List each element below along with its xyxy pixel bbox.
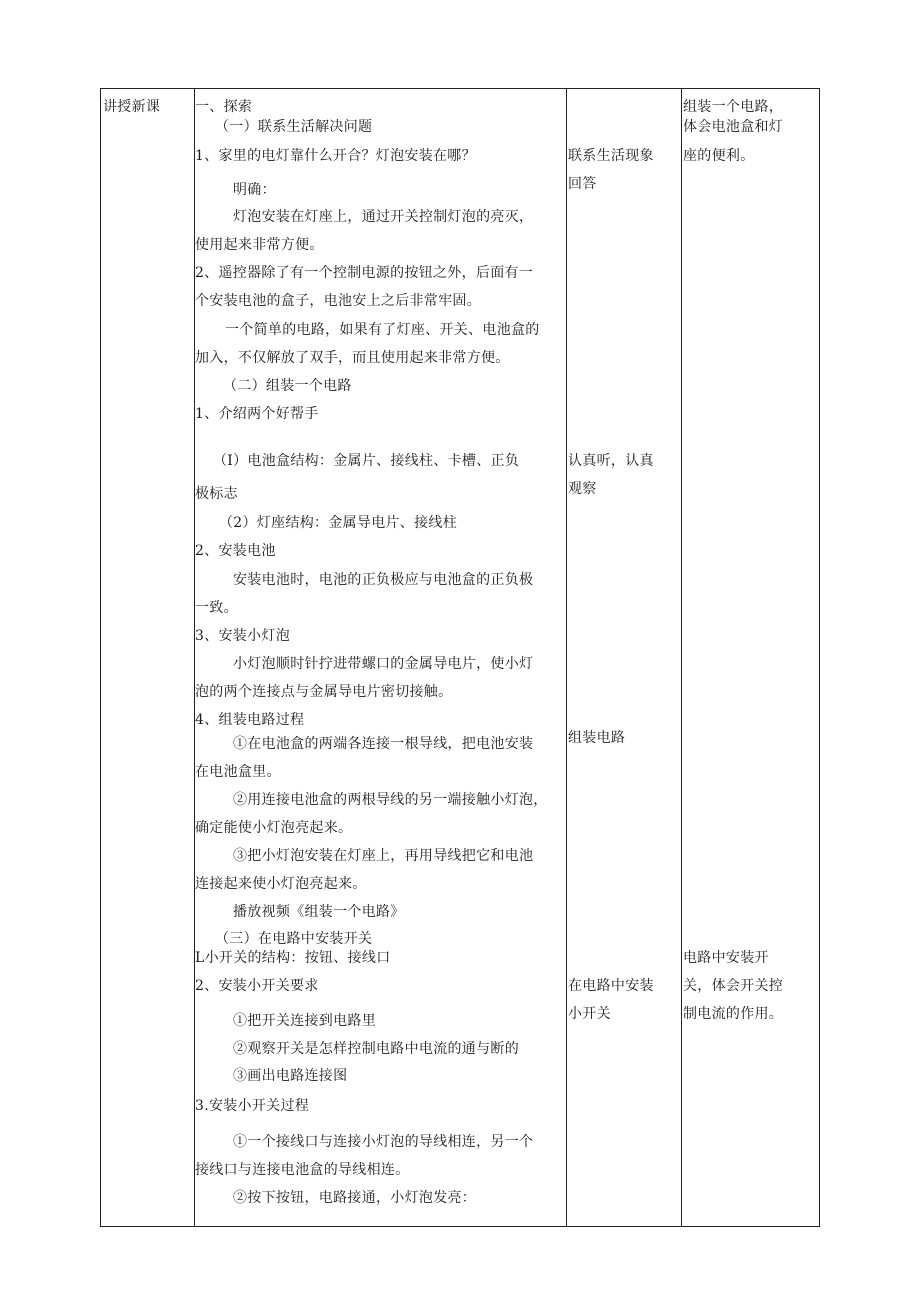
activity-line: 小开关 bbox=[568, 1006, 611, 1022]
content-line: 4、组装电路过程 bbox=[195, 712, 305, 728]
activity-line: 联系生活现象 bbox=[568, 148, 654, 164]
content-line: ①一个接线口与连接小灯泡的导线相连，另一个 bbox=[233, 1134, 534, 1150]
intent-line: 组装一个电路， bbox=[683, 99, 784, 115]
content-line: 1、介绍两个好帮手 bbox=[195, 406, 319, 422]
content-line: 一个简单的电路，如果有了灯座、开关、电池盒的 bbox=[225, 322, 540, 338]
section-label: 讲授新课 bbox=[103, 99, 161, 115]
activity-line: 认真听，认真 bbox=[568, 453, 654, 469]
content-line: （二）组装一个电路 bbox=[223, 378, 352, 394]
content-line: （2）灯座结构：金属导电片、接线柱 bbox=[219, 515, 458, 531]
content-line: ①在电池盒的两端各连接一根导线，把电池安装 bbox=[233, 736, 534, 752]
content-line: 一致。 bbox=[195, 600, 238, 616]
column-divider bbox=[681, 89, 682, 1226]
content-line: 小灯泡顺时针拧进带螺口的金属导电片，使小灯 bbox=[233, 656, 534, 672]
content-line: 连接起来使小灯泡亮起来。 bbox=[195, 876, 367, 892]
content-line: 泡的两个连接点与金属导电片密切接触。 bbox=[195, 684, 453, 700]
intent-line: 制电流的作用。 bbox=[683, 1006, 784, 1022]
content-line: 一、探索 bbox=[195, 99, 253, 115]
content-line: ③画出电路连接图 bbox=[233, 1068, 348, 1084]
activity-line: 观察 bbox=[568, 481, 597, 497]
content-line: （一）联系生活解决问题 bbox=[215, 119, 373, 135]
content-line: 使用起来非常方便。 bbox=[195, 237, 324, 253]
activity-line: 组装电路 bbox=[568, 730, 626, 746]
content-line: ②观察开关是怎样控制电路中电流的通与断的 bbox=[233, 1041, 519, 1057]
content-line: （三）在电路中安装开关 bbox=[215, 931, 373, 947]
intent-line: 关，体会开关控 bbox=[683, 978, 784, 994]
content-line: 1、家里的电灯靠什么开合？灯泡安装在哪？ bbox=[195, 148, 476, 164]
content-line: 2、安装小开关要求 bbox=[195, 978, 319, 994]
content-line: ③把小灯泡安装在灯座上，再用导线把它和电池 bbox=[233, 848, 534, 864]
content-line: L小开关的结构：按钮、接线口 bbox=[195, 950, 391, 966]
content-line: 明确： bbox=[233, 182, 276, 198]
content-line: 在电池盒里。 bbox=[195, 764, 281, 780]
intent-line: 座的便利。 bbox=[683, 148, 755, 164]
intent-line: 电路中安装开 bbox=[683, 950, 769, 966]
content-line: 播放视频《组装一个电路》 bbox=[233, 904, 405, 920]
content-line: 极标志 bbox=[195, 486, 238, 502]
activity-line: 在电路中安装 bbox=[568, 978, 654, 994]
content-line: 个安装电池的盒子，电池安上之后非常牢固。 bbox=[195, 293, 481, 309]
content-line: 2、遥控器除了有一个控制电源的按钮之外，后面有一 bbox=[195, 265, 534, 281]
content-line: 3、安装小灯泡 bbox=[195, 628, 291, 644]
content-line: ②用连接电池盒的两根导线的另一端接触小灯泡， bbox=[233, 792, 548, 808]
content-line: 安装电池时，电池的正负极应与电池盒的正负极 bbox=[233, 572, 534, 588]
column-divider bbox=[566, 89, 567, 1226]
content-line: 确定能使小灯泡亮起来。 bbox=[195, 820, 353, 836]
intent-line: 体会电池盒和灯 bbox=[683, 119, 784, 135]
column-divider bbox=[194, 89, 195, 1226]
content-line: 2、安装电池 bbox=[195, 543, 276, 559]
content-line: ①把开关连接到电路里 bbox=[233, 1013, 376, 1029]
activity-line: 回答 bbox=[568, 176, 597, 192]
content-line: ②按下按钮，电路接通，小灯泡发亮： bbox=[233, 1190, 477, 1206]
content-line: 接线口与连接电池盒的导线相连。 bbox=[195, 1162, 410, 1178]
content-line: 加入，不仅解放了双手，而且使用起来非常方便。 bbox=[195, 350, 510, 366]
content-line: 3.安装小开关过程 bbox=[195, 1098, 310, 1114]
content-line: （I）电池盒结构：金属片、接线柱、卡槽、正负 bbox=[213, 453, 520, 469]
content-line: 灯泡安装在灯座上，通过开关控制灯泡的亮灭， bbox=[233, 209, 534, 225]
